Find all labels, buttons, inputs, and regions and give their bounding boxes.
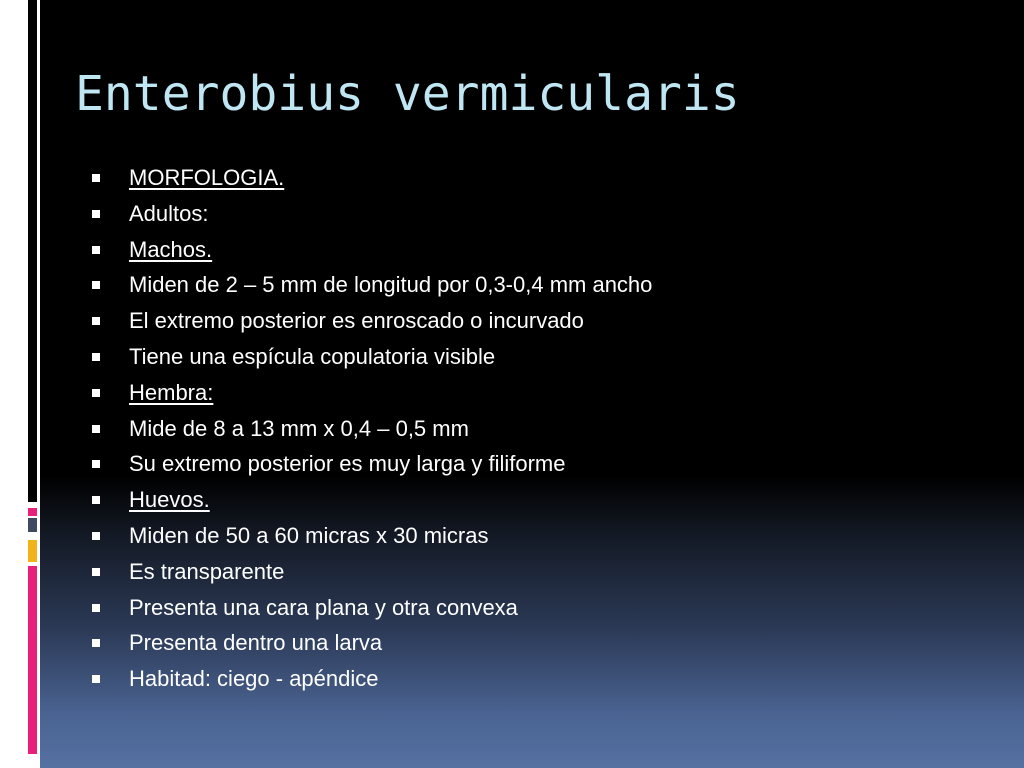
accent-bar-pink-large xyxy=(28,566,37,754)
bullet-item xyxy=(90,554,652,590)
square-bullet-icon xyxy=(92,353,100,361)
square-bullet-icon xyxy=(92,639,100,647)
bullet-item xyxy=(90,482,652,518)
bullet-text: El extremo posterior es enroscado o incurvado xyxy=(129,308,584,334)
left-margin-strip xyxy=(0,0,40,768)
bullet-text: Su extremo posterior es muy larga y filiforme xyxy=(129,451,566,477)
bullet-text: MORFOLOGIA. xyxy=(129,165,285,190)
bullet-text: Tiene una espícula copulatoria visible xyxy=(129,343,496,369)
square-bullet-icon xyxy=(92,281,100,289)
bullet-item xyxy=(90,232,652,268)
bullet-text: Es transparente xyxy=(129,558,285,584)
square-bullet-icon xyxy=(92,317,100,325)
bullet-text: Hembra: xyxy=(129,379,214,405)
square-bullet-icon xyxy=(92,389,100,397)
bullet-item xyxy=(90,339,652,375)
accent-bar-black xyxy=(28,0,37,502)
bullet-item xyxy=(90,661,652,697)
square-bullet-icon xyxy=(92,568,100,576)
bullet-item xyxy=(90,590,652,626)
accent-bar-slate xyxy=(28,518,37,532)
bullet-text: Miden de 2 – 5 mm de longitud por 0,3-0,4 mm ancho xyxy=(129,272,653,298)
bullet-item xyxy=(90,375,652,411)
bullet-item xyxy=(90,625,652,661)
bullet-item xyxy=(90,446,652,482)
bullet-text: Huevos. xyxy=(129,487,210,513)
bullet-item xyxy=(90,267,652,303)
bullet-text: Presenta dentro una larva xyxy=(129,630,383,656)
bullet-text: Presenta una cara plana y otra convexa xyxy=(129,594,518,620)
square-bullet-icon xyxy=(92,675,100,683)
square-bullet-icon xyxy=(92,532,100,540)
square-bullet-icon xyxy=(92,604,100,612)
square-bullet-icon xyxy=(92,496,100,504)
bullet-item xyxy=(90,160,652,196)
bullet-text: Mide de 8 a 13 mm x 0,4 – 0,5 mm xyxy=(129,415,469,441)
bullet-item xyxy=(90,196,652,232)
bullet-text: Miden de 50 a 60 micras x 30 micras xyxy=(129,522,489,548)
bullet-text: Habitad: ciego - apéndice xyxy=(129,666,379,692)
accent-bar-yellow xyxy=(28,540,37,562)
bullet-text: Adultos: xyxy=(129,200,209,226)
slide-title: Enterobius vermicularis xyxy=(75,66,740,122)
square-bullet-icon xyxy=(92,425,100,433)
square-bullet-icon xyxy=(92,210,100,218)
bullet-item xyxy=(90,303,652,339)
square-bullet-icon xyxy=(92,174,100,182)
bullet-text: Machos. xyxy=(129,236,213,262)
square-bullet-icon xyxy=(92,460,100,468)
bullet-item xyxy=(90,411,652,447)
square-bullet-icon xyxy=(92,246,100,254)
accent-bar-pink-small xyxy=(28,508,37,516)
bullet-item xyxy=(90,518,652,554)
bullet-list xyxy=(90,160,652,697)
